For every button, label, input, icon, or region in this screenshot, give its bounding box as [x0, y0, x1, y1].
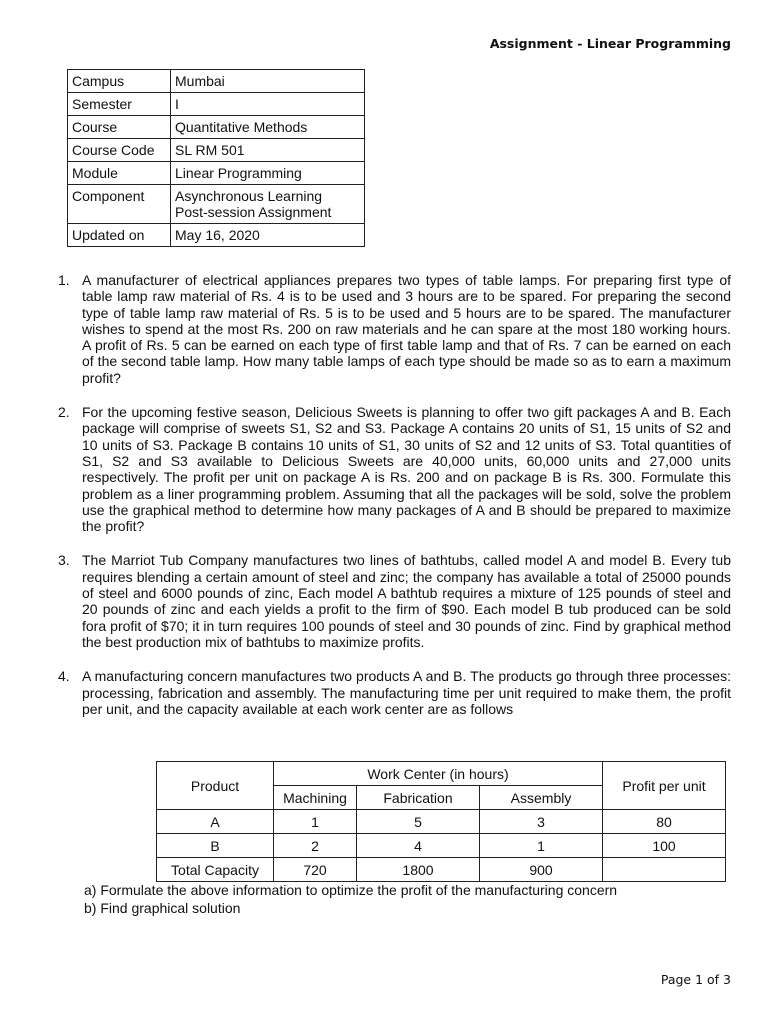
- info-key: Campus: [68, 70, 171, 93]
- fabrication-cell: 5: [357, 810, 480, 834]
- info-key: Course Code: [68, 139, 171, 162]
- machining-header: Machining: [274, 786, 357, 810]
- fabrication-header: Fabrication: [357, 786, 480, 810]
- question-3: [58, 552, 731, 650]
- profit-cell: 100: [603, 834, 726, 858]
- info-row-course-code: [68, 139, 365, 162]
- product-cell: A: [157, 810, 274, 834]
- info-key: Module: [68, 162, 171, 185]
- table-header-row: [157, 762, 726, 786]
- info-key: Semester: [68, 93, 171, 116]
- question-4: [58, 668, 731, 717]
- info-key: Course: [68, 116, 171, 139]
- info-value: SL RM 501: [171, 139, 365, 162]
- product-header: Product: [157, 762, 274, 810]
- question-number: 2.: [58, 404, 70, 421]
- profit-cell: 80: [603, 810, 726, 834]
- info-value: Linear Programming: [171, 162, 365, 185]
- info-value: Asynchronous Learning Post-session Assignment: [171, 185, 365, 224]
- info-value: May 16, 2020: [171, 224, 365, 247]
- question-text: A manufacturer of electrical appliances prepares two types of table lamps. For preparing first type of table lamp raw material of Rs. 4 is to be used and 3 hours are to be spared. For preparing the second type of table lamp raw material of Rs. 5 is to be used and 5 hours are to be spared. The manufacturer wishes to spend at the most Rs. 200 on raw materials and he can spare at the most 180 working hours. A profit of Rs. 5 can be earned on each type of first table lamp and that of Rs. 7 can be earned on each of the second table lamp. How many table lamps of each type should be made so as to earn a maximum profit?: [82, 272, 731, 386]
- info-row-semester: [68, 93, 365, 116]
- profit-cell: [603, 858, 726, 882]
- machining-cell: 1: [274, 810, 357, 834]
- question-number: 1.: [58, 272, 70, 288]
- table-row: [157, 858, 726, 882]
- info-key: Updated on: [68, 224, 171, 247]
- fabrication-cell: 4: [357, 834, 480, 858]
- info-value: Quantitative Methods: [171, 116, 365, 139]
- subpart-b: b) Find graphical solution: [84, 900, 241, 916]
- question-text: The Marriot Tub Company manufactures two lines of bathtubs, called model A and model B. Every tub requires blending a certain amount of steel and zinc; the company has available a total of 25000 pounds of steel and 6000 pounds of zinc, Each model A bathtub requires a mixture of 125 pounds of steel and 20 pounds of zinc and each yields a profit to the firm of $90. Each model B tub produced can be sold fora profit of $70; it in turn requires 100 pounds of steel and 30 pounds of zinc. Find by graphical method the best production mix of bathtubs to maximize profits.: [82, 552, 731, 650]
- machining-cell: 2: [274, 834, 357, 858]
- question-2: [58, 404, 731, 534]
- info-key: Component: [68, 185, 171, 224]
- info-row-updated: [68, 224, 365, 247]
- product-cell: B: [157, 834, 274, 858]
- course-info-table: [67, 69, 365, 247]
- subpart-a: a) Formulate the above information to optimize the profit of the manufacturing concern: [84, 882, 618, 898]
- question-number: 4.: [58, 668, 70, 685]
- table-row: [157, 810, 726, 834]
- profit-header: Profit per unit: [603, 762, 726, 810]
- question-text: For the upcoming festive season, Delicious Sweets is planning to offer two gift packages A and B. Each package will comprise of sweets S1, S2 and S3. Package A contains 20 units of S1, 15 units of S2 and 10 units of S3. Package B contains 10 units of S1, 30 units of S2 and 12 units of S3. Total quantities of S1, S2 and S3 available to Delicious Sweets are 40,000 units, 60,000 units and 27,000 units respectively. The profit per unit on package A is Rs. 200 and on package B is Rs. 300. Formulate this problem as a liner programming problem. Assuming that all the packages will be sold, solve the problem use the graphical method to determine how many packages of A and B should be prepared to maximize the profit?: [82, 404, 731, 535]
- info-row-campus: [68, 70, 365, 93]
- question-1: [58, 272, 731, 386]
- info-row-course: [68, 116, 365, 139]
- info-value: Mumbai: [171, 70, 365, 93]
- work-center-header: Work Center (in hours): [274, 762, 603, 786]
- assembly-cell: 3: [480, 810, 603, 834]
- assembly-header: Assembly: [480, 786, 603, 810]
- question-list: [58, 272, 731, 735]
- fabrication-cell: 1800: [357, 858, 480, 882]
- info-row-module: [68, 162, 365, 185]
- machining-cell: 720: [274, 858, 357, 882]
- table-row: [157, 834, 726, 858]
- work-center-table: [156, 761, 726, 882]
- assembly-cell: 900: [480, 858, 603, 882]
- assembly-cell: 1: [480, 834, 603, 858]
- info-row-component: [68, 185, 365, 224]
- product-cell: Total Capacity: [157, 858, 274, 882]
- page-number: Page 1 of 3: [660, 972, 731, 987]
- question-number: 3.: [58, 552, 70, 569]
- question-text: A manufacturing concern manufactures two products A and B. The products go through three processes: processing, fabrication and assembly. The manufacturing time per unit required to make them, the profit per unit, and the capacity available at each work center are as follows: [82, 668, 731, 717]
- info-value: I: [171, 93, 365, 116]
- document-title: Assignment - Linear Programming: [489, 36, 731, 51]
